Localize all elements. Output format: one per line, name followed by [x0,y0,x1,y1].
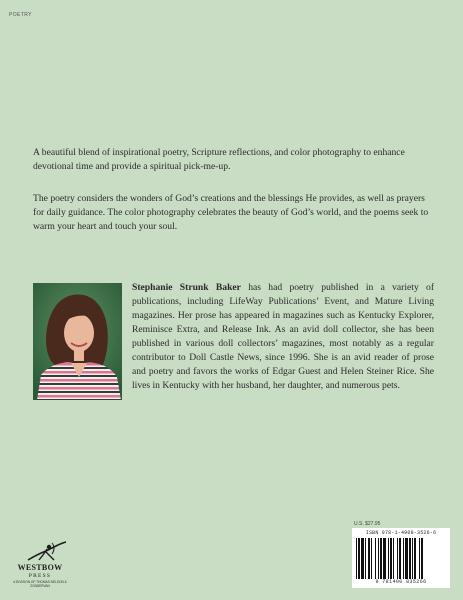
price-label: U.S. $27.95 [354,521,381,527]
archer-icon [16,538,80,564]
publisher-logo [8,538,88,596]
isbn-text: ISBN 978-1-4908-3526-6 [365,530,437,536]
author-bio-text: has had poetry published in a variety of publications, including LifeWay Publications’ Event, and Mature Living magazines. Her prose has appeared in magazines such as Kentucky Explorer, Reminisce Extra, and Release Ink. As an avid doll collector, she has been published in various doll collectors’ magazines, most notably as a regular contributor to Doll Castle News, since 1996. She is an avid reader of prose and poetry and favors the works of Edgar Guest and Helen Steiner Rice. She lives in Kentucky with her husband, her daughter, and numerous pets. [132,282,435,391]
publisher-name: WESTBOW [17,563,63,572]
publisher-tagline: A DIVISION OF THOMAS NELSON & ZONDERVAN [13,580,67,588]
author-bio [132,281,434,393]
barcode-bars [356,538,446,579]
author-name: Stephanie Strunk Baker [132,282,241,293]
publisher-press: PRESS [28,573,52,579]
barcode-digits: 9 781490 835266 [375,579,427,585]
description-paragraph-2: The poetry considers the wonders of God’s creations and the blessings He provides, as well as prayers for daily guidance. The color photography celebrates the beauty of God’s world, and the poems seek to warm your heart and touch your soul. [33,193,429,232]
author-photo [33,283,122,400]
category-label: POETRY [9,12,32,18]
description-paragraph-1: A beautiful blend of inspirational poetry, Scripture reflections, and color photography to enhance devotional time and provide a spiritual pick-me-up. [33,147,405,172]
isbn-barcode [352,528,450,588]
